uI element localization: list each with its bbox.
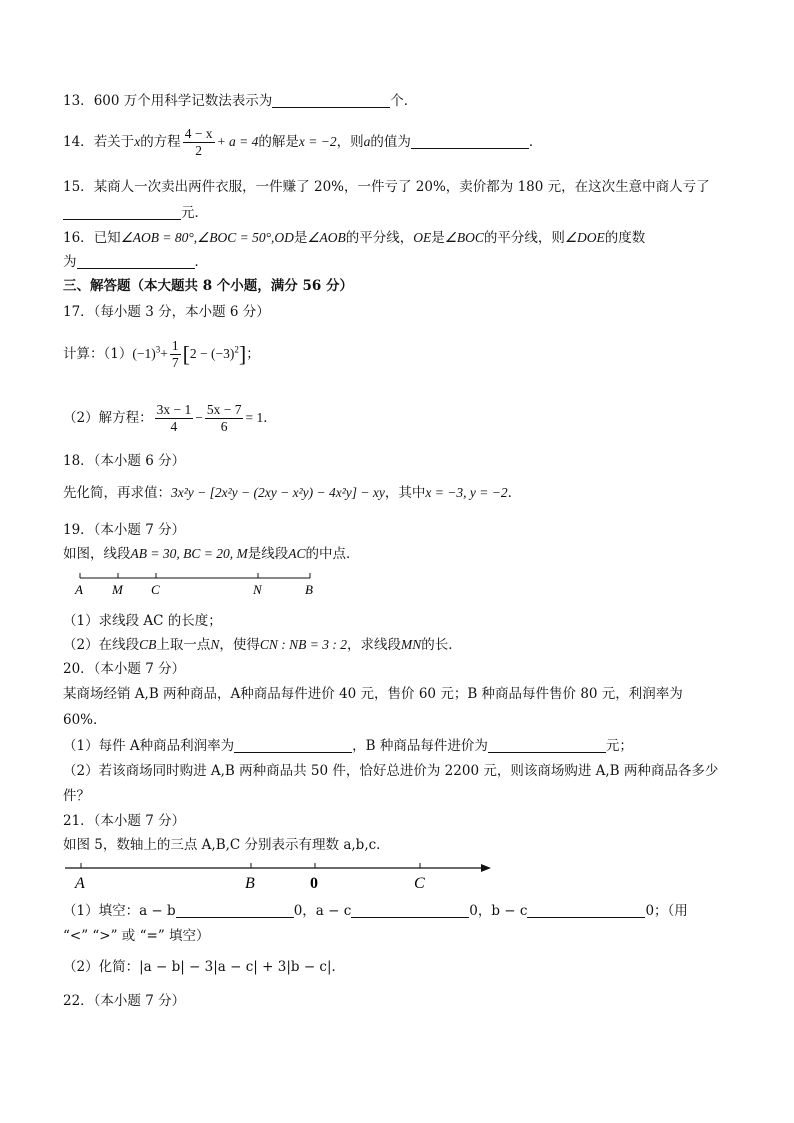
question-text: 的平分线，则: [483, 230, 565, 246]
question-text: ，则: [336, 134, 364, 150]
denominator: 4: [170, 419, 178, 434]
variable: x: [134, 134, 141, 149]
question-text: 是线段: [247, 546, 289, 562]
question-number: 15．: [63, 179, 94, 195]
question-tail: ．: [528, 134, 543, 150]
answer-blank[interactable]: [351, 903, 469, 918]
question-text: ，B 种商品每件进价为: [352, 738, 488, 754]
arrow-icon: [481, 864, 491, 872]
question-text: 如图，线段: [63, 546, 131, 562]
question-tail: 元．: [181, 205, 208, 221]
question-number: 13．: [63, 93, 94, 109]
numerator: 3x − 1: [156, 402, 192, 417]
question-20-line2: 60%．: [63, 712, 107, 728]
angle-label: ∠BOC: [444, 230, 484, 245]
question-text: 某商人一次卖出两件衣服，一件赚了 20%，一件亏了 20%，卖价都为 180 元，在这次生意中商人亏了: [93, 179, 710, 195]
question-21-part2: （2）化简：|a − b| − 3|a − c| + 3|b − c|．: [63, 959, 346, 975]
question-20-part2-line1: （2）若该商场同时购进 A,B 两种商品共 50 件，恰好总进价为 2200 元，则该商场购进 A,B 两种商品各多少: [63, 763, 719, 779]
question-text: 若关于: [93, 134, 135, 150]
question-text: 的值为: [370, 134, 411, 150]
point-label-c: C: [414, 875, 425, 892]
operator: −: [195, 410, 203, 425]
denominator: 2: [195, 143, 202, 158]
question-text: 的中点．: [305, 546, 360, 562]
angle-label: ∠DOE: [564, 230, 605, 245]
number-line: [63, 858, 503, 892]
point-label-a: A: [75, 875, 85, 892]
question-19-part1: （1）求线段 AC 的长度；: [63, 613, 222, 629]
question-tail: 元；: [605, 738, 633, 754]
numerator: 1: [171, 338, 179, 353]
segment-diagram: [70, 570, 330, 600]
condition: x = −3, y = −2: [425, 485, 508, 500]
question-text: 0；（用: [645, 903, 688, 919]
question-text: 为: [63, 254, 77, 270]
question-text: ，其中: [384, 485, 426, 501]
numerator: 5x − 7: [206, 402, 242, 417]
question-13: [63, 92, 417, 110]
segment-label: CB: [139, 637, 157, 652]
question-text: 的平分线，: [345, 230, 414, 246]
right-bracket: ]: [238, 341, 247, 367]
question-text: ，使得: [219, 637, 260, 653]
math-term: (−1): [132, 346, 156, 361]
ratio: CN : NB = 3 : 2: [259, 637, 347, 652]
question-22-head: 22．（本小题 7 分）: [63, 993, 186, 1009]
fraction: [170, 338, 181, 371]
fraction: [155, 402, 194, 435]
answer-blank[interactable]: [63, 205, 181, 220]
answer-blank[interactable]: [176, 903, 294, 918]
question-19-part2: [63, 636, 462, 654]
question-tail: ．: [507, 485, 522, 501]
fraction: [183, 126, 215, 159]
answer-blank[interactable]: [234, 738, 352, 753]
question-text: 上取一点: [156, 637, 211, 653]
question-15: [63, 178, 710, 196]
question-21-desc: 如图 5，数轴上的三点 A,B,C 分别表示有理数 a,b,c．: [63, 837, 390, 853]
question-text: （1）每件 A种商品利润率为: [63, 738, 235, 754]
math-term: AB = 30, BC = 20, M: [130, 546, 248, 561]
segment-label: MN: [401, 637, 422, 652]
answer-blank[interactable]: [77, 254, 195, 269]
question-text: ，求线段: [347, 637, 401, 653]
ray-label: OD: [274, 230, 294, 245]
part-label: 计算：（1）: [63, 346, 133, 362]
question-16-line2: [63, 253, 208, 271]
fraction: [205, 402, 244, 435]
question-20-head: 20．（本小题 7 分）: [63, 661, 186, 677]
question-tail: ．: [194, 254, 208, 270]
point-label: N: [210, 637, 220, 652]
question-17-part2: [63, 402, 277, 435]
question-15-line2: [63, 204, 208, 222]
point-label-c: C: [151, 582, 160, 597]
question-number: 14．: [63, 134, 94, 150]
question-17-head: 17．（每小题 3 分，本小题 6 分）: [63, 304, 270, 320]
question-text: （2）在线段: [63, 637, 140, 653]
operator: +: [160, 346, 168, 361]
question-text: 的解是: [258, 134, 299, 150]
question-21-part1: [63, 902, 688, 920]
question-text: （1）填空：a − b: [63, 903, 176, 919]
angle-values: ∠AOB = 80°,∠BOC = 50°,: [120, 230, 275, 245]
question-text: 0，a − c: [293, 903, 352, 919]
point-label-a: A: [75, 582, 83, 597]
question-19-head: 19．（本小题 7 分）: [63, 522, 186, 538]
question-21-part1-line2: “<” “>” 或 “=” 填空）: [63, 928, 210, 944]
numerator: 4 − x: [184, 126, 213, 141]
point-label-m: M: [112, 582, 123, 597]
question-14: [63, 126, 542, 159]
question-21-head: 21．（本小题 7 分）: [63, 813, 186, 829]
point-label-n: N: [253, 582, 262, 597]
question-18-body: [63, 484, 521, 502]
exponent: 2: [234, 344, 239, 355]
equation-end: = 1．: [245, 410, 277, 425]
question-number: 16．: [63, 230, 94, 246]
question-text: 是: [431, 230, 445, 246]
question-text: 600 万个用科学记数法表示为: [93, 93, 273, 109]
solution: x = −2: [298, 134, 337, 149]
equation-part: + a = 4: [216, 134, 259, 149]
denominator: 7: [171, 355, 179, 370]
question-text: 的度数: [604, 230, 646, 246]
answer-blank[interactable]: [272, 93, 390, 108]
expression: 3x²y − [2x²y − (2xy − x²y) − 4x²y] − xy: [171, 485, 385, 500]
point-label-b: B: [245, 875, 255, 892]
question-20-part1: [63, 737, 633, 755]
point-label-b: B: [305, 582, 313, 597]
question-tail: 个．: [390, 93, 418, 109]
question-text: 的方程: [140, 134, 181, 150]
question-text: 已知: [93, 230, 121, 246]
angle-label: ∠AOB: [307, 230, 346, 245]
question-18-head: 18．（本小题 6 分）: [63, 453, 186, 469]
question-text: 先化简，再求值：: [63, 485, 171, 501]
answer-blank[interactable]: [527, 903, 645, 918]
part-label: （2）解方程：: [63, 410, 153, 426]
ray-label: OE: [413, 230, 432, 245]
section-heading: 三、解答题（本大题共 8 个小题，满分 56 分）: [63, 278, 353, 294]
question-16: [63, 229, 645, 247]
question-text: 是: [293, 230, 308, 246]
denominator: 6: [220, 419, 228, 434]
question-text: 0，b − c: [469, 903, 528, 919]
question-17-part1: [63, 338, 260, 371]
answer-blank[interactable]: [411, 134, 529, 149]
point-label-zero: 0: [310, 875, 318, 892]
question-20-line1: 某商场经销 A,B 两种商品，A种商品每件进价 40 元，售价 60 元；B 种商品每件售价 80 元，利润率为: [63, 686, 683, 702]
part-end: ；: [246, 346, 260, 362]
segment-label: AC: [288, 546, 306, 561]
left-bracket: [: [182, 341, 190, 367]
question-20-part2-line2: 件？: [63, 788, 90, 804]
math-term: 2 − (−3): [189, 346, 235, 361]
question-19-desc: [63, 545, 359, 563]
exponent: 3: [155, 344, 161, 355]
answer-blank[interactable]: [488, 738, 606, 753]
variable: a: [363, 134, 371, 149]
question-text: 的长．: [421, 637, 462, 653]
